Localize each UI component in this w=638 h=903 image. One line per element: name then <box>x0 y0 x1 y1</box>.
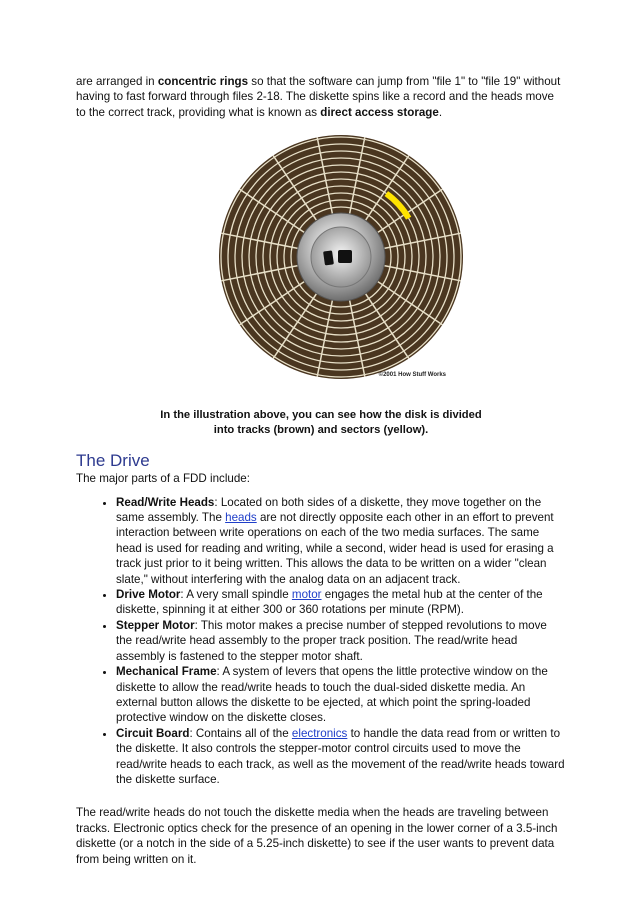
item-label: Read/Write Heads <box>116 495 215 509</box>
list-item <box>116 495 566 587</box>
item-label: Circuit Board <box>116 726 190 740</box>
item-text: : Located on both sides of a diskette, they move together on the same assembly. The <box>116 495 542 525</box>
item-text: : A very small spindle <box>180 588 292 602</box>
document-page <box>76 74 566 867</box>
intro-text-2: so that the software can jump from "file 1" to "file 19" without having to fast forward through files 2-18. The diskette spins like a record and the heads move to the correct track, providing what is known as <box>76 75 561 119</box>
caption-line-1: In the illustration above, you can see how the disk is divided <box>160 409 482 422</box>
intro-text-1: are arranged in <box>76 75 158 88</box>
item-label: Mechanical Frame <box>116 665 217 679</box>
list-item <box>116 664 566 726</box>
intro-text-3: . <box>438 105 443 119</box>
electronics-link[interactable]: electronics <box>291 726 348 740</box>
item-text: : A system of levers that opens the little protective window on the diskette to allow the read/write heads to touch the dual-sided diskette media. An external button allows the diskette to be ejected, at which point the spring-loaded protective window on the diskette closes. <box>116 665 548 725</box>
item-text: : This motor makes a precise number of stepped revolutions to move the read/write head assembly to the proper track position. The read/write head assembly is fastened to the stepper motor shaft. <box>116 618 547 663</box>
section-lead: The major parts of a FDD include: <box>76 472 250 486</box>
list-item <box>116 618 566 664</box>
disk-illustration <box>76 132 566 408</box>
heads-link[interactable]: heads <box>225 511 257 525</box>
item-label: Drive Motor <box>116 588 181 602</box>
parts-list <box>76 495 566 788</box>
caption-line-2: into tracks (brown) and sectors (yellow). <box>213 423 429 436</box>
figure-caption <box>76 408 566 437</box>
motor-link[interactable]: motor <box>291 588 322 602</box>
item-text: engages the metal hub at the center of the diskette, spinning it at either 300 or 360 rotations per minute (RPM). <box>116 588 543 617</box>
item-text: are not directly opposite each other in an effort to prevent interaction between write operations on each of the two media surfaces. The same head is used for reading and writing, while a second, wider head is used for erasing a track just prior to it being written. This allows the data to be written on a wider "clean slate," without interfering with the analog data on an adjacent track. <box>116 511 554 586</box>
direct-access-storage-term: direct access storage <box>320 105 439 119</box>
closing-paragraph: The read/write heads do not touch the diskette media when the heads are traveling between tracks. Electronic optics check for the presence of an opening in the lower corner of a 3.5-inch diskette (or a notch in the side of a 5.25-inch diskette) to see if the user wants to prevent data from being written on it. <box>76 806 558 866</box>
concentric-rings-term: concentric rings <box>157 75 249 88</box>
item-label: Stepper Motor <box>116 618 195 632</box>
floppy-disk-diagram <box>216 132 466 382</box>
copyright-credit: ©2001 How Stuff Works <box>378 372 446 379</box>
item-text: : Contains all of the <box>189 726 292 740</box>
list-item <box>116 587 566 618</box>
drive-hole <box>338 250 352 263</box>
list-item <box>116 726 566 788</box>
section-heading: The Drive <box>76 451 150 471</box>
intro-paragraph <box>76 74 566 120</box>
item-text: to handle the data read from or written to the diskette. It also controls the stepper-motor control circuits used to move the read/write heads to each track, as well as the movement of the read/write heads toward the diskette surface. <box>116 726 565 786</box>
